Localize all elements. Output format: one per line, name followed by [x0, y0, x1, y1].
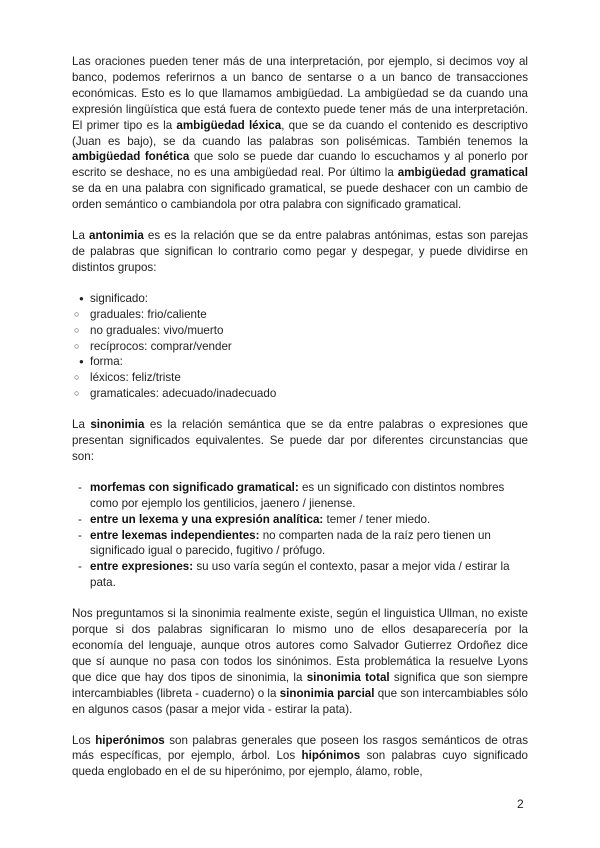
term-sinonimia-parcial: sinonimia parcial	[279, 686, 375, 700]
paragraph-sinonimia-existe	[72, 606, 528, 717]
antonimia-list	[72, 291, 528, 402]
text: significa que son siempre intercambiables (libreta - cuaderno) o la	[72, 670, 529, 700]
list-item: ○ gramaticales: adecuado/inadecuado	[72, 386, 528, 402]
list-item: ● forma:	[72, 354, 528, 370]
list-item	[72, 528, 528, 560]
list-item-term: entre lexemas independientes:	[90, 528, 260, 542]
list-item-term: entre expresiones:	[90, 560, 194, 574]
term-hiperonimos: hiperónimos	[95, 733, 165, 747]
term-ambiguedad-fonetica: ambigüedad fonética	[72, 150, 190, 164]
term-ambiguedad-gramatical: ambigüedad gramatical	[397, 166, 528, 180]
list-item: ○ recíprocos: comprar/vender	[72, 339, 528, 355]
page-number: 2	[517, 797, 524, 811]
list-item-text: es un significado con distintos nombres como por ejemplo los gentilicios, jaenero / jienense.	[90, 480, 505, 510]
text: que solo se puede dar cuando lo escuchamos y al ponerlo por escrito se deshace, no es una ambigüedad real. Por último la	[72, 150, 528, 180]
list-item-text: su uso varía según el contexto, pasar a mejor vida / estirar la pata.	[90, 560, 510, 590]
list-item: ● significado:	[72, 291, 528, 307]
term-hiponimos: hipónimos	[301, 749, 361, 763]
list-item-text: no comparten nada de la raíz pero tienen un significado igual o parecido, fugitivo / prófugo.	[90, 528, 491, 558]
text: Las oraciones pueden tener más de una interpretación, por ejemplo, si decimos voy al banco, podemos referirnos a un banco de sentarse o a un banco de transacciones económicas. Esto es lo que llamamos ambigüedad. La ambigüedad se da cuando una expresión lingüística que está fuera de contexto puede tener más de una interpretación. El primer tipo es la	[72, 55, 528, 132]
text: se da en una palabra con significado gramatical, se puede deshacer con un cambio de orden semántico o cambiandola por otra palabra con significado gramatical.	[72, 182, 528, 212]
paragraph-hiperonimos	[72, 733, 528, 781]
term-sinonimia: sinonimia	[90, 418, 145, 432]
text: , que se da cuando el contenido es descriptivo (Juan es bajo), se da cuando las palabras son polisémicas. También tenemos la	[72, 118, 528, 148]
list-item	[72, 559, 528, 591]
sinonimia-list	[72, 480, 528, 591]
text: Nos preguntamos si la sinonimia realmente existe, según el linguistica Ullman, no existe porque si dos palabras significaran lo mismo uno de ellos desaparecería por la economía del lenguaje, aunque otros autores como Salvador Gutierrez Ordoñez dice que sí aunque no pasa con todos los sinónimos. Esta problemática la resuelve Lyons que dice que hay dos tipos de sinonimia, la	[72, 607, 528, 684]
paragraph-ambiguedad	[72, 54, 528, 213]
paragraph-antonimia	[72, 228, 528, 276]
text: es la relación semántica que se da entre palabras o expresiones que presentan significados equivalentes. Se puede dar por diferentes circunstancias que son:	[72, 418, 528, 463]
list-item	[72, 480, 528, 512]
text: La	[72, 418, 91, 432]
text: es es la relación que se da entre palabras antónimas, estas son parejas de palabras que significan lo contrario como pegar y despegar, y puede dividirse en distintos grupos:	[72, 229, 529, 274]
list-item	[72, 512, 528, 528]
text: son palabras cuyo significado queda englobado en el de su hiperónimo, por ejemplo, álamo, roble,	[72, 749, 528, 779]
list-item: ○ no graduales: vivo/muerto	[72, 323, 528, 339]
list-item: ○ léxicos: feliz/triste	[72, 370, 528, 386]
list-item-text: temer / tener miedo.	[323, 512, 431, 526]
document-body	[72, 54, 528, 795]
text: La	[72, 229, 90, 243]
paragraph-sinonimia	[72, 417, 528, 465]
list-item-term: morfemas con significado gramatical:	[90, 480, 299, 494]
term-sinonimia-total: sinonimia total	[306, 670, 390, 684]
term-antonimia: antonimia	[89, 229, 144, 243]
term-ambiguedad-lexica: ambigüedad léxica	[176, 118, 282, 132]
text: son palabras generales que poseen los rasgos semánticos de otras más específicas, por ejemplo, árbol. Los	[72, 733, 528, 763]
text: Los	[72, 733, 96, 747]
list-item: ○ graduales: frio/caliente	[72, 307, 528, 323]
list-item-term: entre un lexema y una expresión analítica:	[90, 512, 324, 526]
text: que son intercambiables sólo en algunos casos (pasar a mejor vida - estirar la pata).	[72, 686, 528, 716]
